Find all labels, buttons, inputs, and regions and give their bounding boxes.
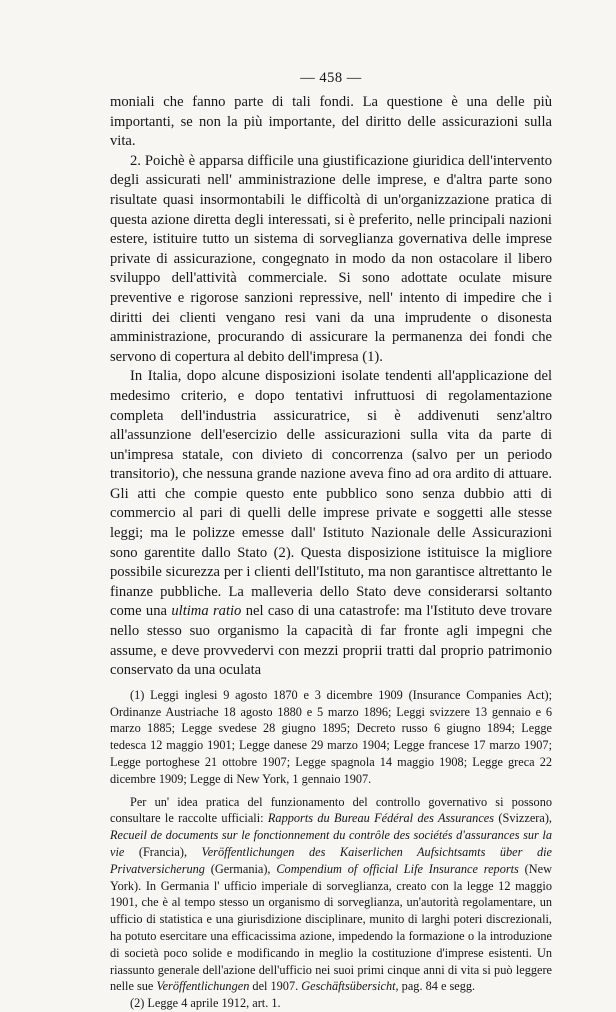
note-title-newyork: Compendium of official Life Insurance reports bbox=[276, 861, 519, 876]
note-text: (Francia), bbox=[124, 844, 202, 859]
footnotes bbox=[110, 687, 552, 1012]
paragraph-italia-end: nel caso di una catastrofe: ma l'Istituto deve trovare nello stesso suo organismo la capacità di far fronte agli impegni che assume, e deve provvedervi con mezzi proprii tratti dal proprio patrimonio conservato da una oculata bbox=[110, 603, 552, 679]
paragraph-continuation: moniali che fanno parte di tali fondi. La questione è una delle più importanti, se non la più importante, del diritto delle assicurazioni sulla vita. bbox=[110, 94, 552, 150]
note-title-germany: Veröffentlichungen des Kaiserlichen Aufsichtsamts über die Privatversicherung bbox=[110, 844, 552, 876]
note-text: (New York). In Germania l' ufficio imperiale di sorveglianza, creato con la legge 12 maggio 1901, che è al tempo stesso un organismo di sorveglianza, un'autorità regolamentare, un ufficio di statistica e una giurisdizione disciplinare, munito di larghi poteri discrezionali, ha potuto esercitare una efficacissima azione, impedendo la formazione o la introduzione di società poco solide e modificando in meglio la costituzione d'imprese esistenti. Un riassunto generale dell'azione dell'ufficio nei suoi primi cinque anni di vita si può leggere nelle sue bbox=[110, 861, 552, 994]
note-title-swiss: Rapports du Bureau Fédéral des Assurances bbox=[267, 811, 495, 826]
note-text: (Germania), bbox=[204, 861, 277, 876]
main-text bbox=[110, 93, 552, 681]
footnote-2: (2) Legge 4 aprile 1912, art. 1. bbox=[130, 996, 281, 1011]
note-text: pag. 84 e segg. bbox=[398, 979, 476, 994]
paragraph-italia bbox=[110, 367, 552, 681]
footnote-note-2 bbox=[110, 794, 552, 996]
note-text: (Svizzera), bbox=[494, 811, 552, 826]
paragraph-italia-text: In Italia, dopo alcune disposizioni isolate tendenti all'applicazione del medesimo criterio, e dopo tentativi infruttuosi di regolamentazione completa dell'industria assicuratrice, si è addivenuti senz'altro all'assunzione dell'esercizio delle assicurazioni sulla vita da parte di un'impresa statale, con divieto di concorrenza (salvo per un periodo transitorio), che nessuna grande nazione aveva fino ad ora ardito di attuare. Gli atti che compie questo ente pubblico sono senza dubbio atti di commercio al pari di quelli delle imprese private e soggetti alle stesse leggi; ma le polizze emesse dall' Istituto Nazionale delle Assicurazioni sono garentite dallo Stato (2). Questa disposizione istituisce la migliore possibile sicurezza per i clienti dell'Istituto, ma non garantisce altrettanto le finanze pubbliche. La malleveria dello Stato deve considerarsi soltanto come una bbox=[110, 368, 552, 620]
note-text: del 1907. bbox=[249, 979, 302, 994]
note-title-veroff: Veröffentlichungen bbox=[156, 979, 250, 994]
footnote-1: (1) Leggi inglesi 9 agosto 1870 e 3 dicembre 1909 (Insurance Companies Act); Ordinanze Austriache 18 agosto 1880 e 5 marzo 1896; Leggi svizzere 13 gennaio e 6 marzo 1885; Legge svedese 28 giugno 1895; Decreto russo 6 giugno 1894; Legge tedesca 12 maggio 1901; Legge danese 29 marzo 1904; Legge francese 17 marzo 1907; Legge portoghese 21 ottobre 1907; Legge spagnola 14 maggio 1908; Legge greca 22 dicembre 1909; Legge di New York, 1 gennaio 1907. bbox=[110, 687, 552, 786]
note-title-france: Recueil de documents sur le fonctionnement du contrôle des sociétés d'assurances sur la vie bbox=[110, 828, 552, 859]
note-text: Per un' idea pratica del funzionamento del controllo governativo si possono consultare le raccolte ufficiali: bbox=[110, 794, 552, 826]
note-title-geschaft: Geschäftsübersicht, bbox=[301, 979, 399, 994]
paragraph-section-2: 2. Poichè è apparsa difficile una giustificazione giuridica dell'intervento degli assicurati nell' amministrazione delle imprese, e d'altra parte sono risultate quasi insormontabili le difficoltà di un'organizzazione pratica di questa azione diretta degli interessati, si è preferito, nelle principali nazioni estere, istituire tutto un sistema di sorveglianza governativa delle imprese private di assicurazione, congegnato in modo da non ostacolare il libero sviluppo dell'attività commerciale. Si sono adottate oculate misure preventive e rigorose sanzioni repressive, nell' intento di impedire che i diritti dei clienti vengano resi vani da una imprudente o disonesta amministrazione, procurando di assicurare la permanenza dei fondi che servono di copertura al debito dell'impresa (1). bbox=[110, 152, 552, 365]
italic-term: ultima ratio bbox=[171, 603, 242, 620]
page-number: — 458 — bbox=[300, 70, 362, 86]
